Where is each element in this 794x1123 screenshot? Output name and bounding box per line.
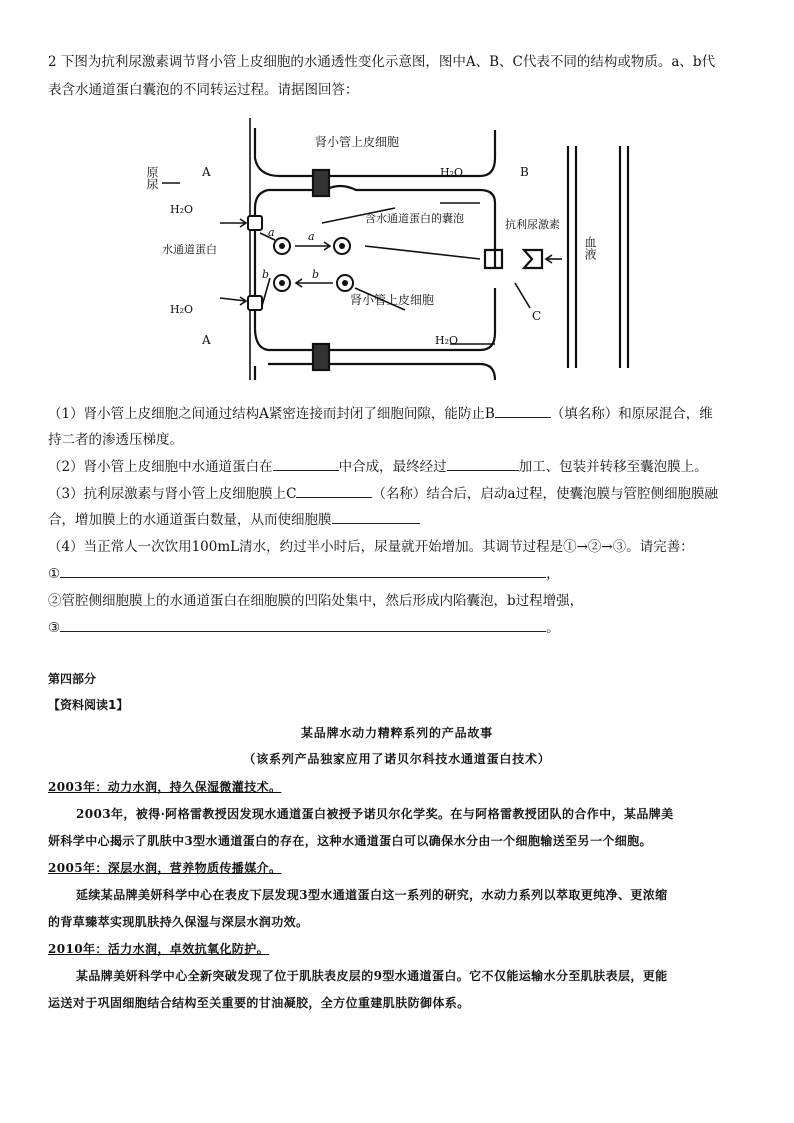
- urine-label: 原尿: [145, 166, 159, 190]
- q1-text-a: （1）肾小管上皮细胞之间通过结构A紧密连接而封闭了细胞间隙，能防止B: [48, 406, 495, 422]
- a-bottom-label: A: [202, 333, 211, 347]
- q1-line-1: [48, 402, 713, 422]
- b-process-label-2: b: [312, 268, 320, 281]
- q4-blank-3[interactable]: [60, 617, 546, 632]
- q3-text-c: 合，增加膜上的水通道蛋白数量，从而使细胞膜: [48, 512, 332, 528]
- q2-text-c: 加工、包装并转移至囊泡膜上。: [518, 459, 708, 475]
- q4-blank-1[interactable]: [60, 563, 546, 578]
- year-2005-heading: 2005年：深层水润，营养物质传播媒介。: [48, 861, 282, 875]
- story-subtitle: （该系列产品独家应用了诺贝尔科技水通道蛋白技术）: [243, 752, 551, 766]
- h2o-left-lower: H₂O: [170, 303, 194, 316]
- year-2003-heading: 2003年：动力水润，持久保湿微灌技术。: [48, 780, 282, 794]
- q4-comma: ，: [546, 566, 560, 582]
- q4-line-1: （4）当正常人一次饮用100mL清水，约过半小时后，尿量就开始增加。其调节过程是①→②→③。请完善：: [48, 539, 694, 555]
- section-reading: 【资料阅读1】: [48, 698, 129, 712]
- h2o-left-upper: H₂O: [170, 203, 194, 216]
- q3-text-a: （3）抗利尿激素与肾小管上皮细胞膜上C: [48, 486, 297, 502]
- a-process-label-2: a: [308, 230, 315, 243]
- b-label: B: [520, 165, 529, 179]
- b-process-label-1: b: [262, 268, 270, 281]
- year-2010-heading: 2010年：活力水润，卓效抗氧化防护。: [48, 942, 269, 956]
- q4-step-2: ②管腔侧细胞膜上的水通道蛋白在细胞膜的凹陷处集中，然后形成内陷囊泡，b过程增强，: [48, 593, 584, 609]
- top-cell-label: 肾小管上皮细胞: [315, 135, 400, 149]
- q3-blank-2[interactable]: [332, 509, 420, 524]
- q3-text-b: （名称）结合后，启动a过程，使囊泡膜与管腔侧细胞膜融: [372, 486, 718, 502]
- section-part: 第四部分: [48, 672, 97, 686]
- q4-period: 。: [546, 620, 560, 636]
- q4-step-3: [48, 616, 560, 636]
- para-2005-line-2: 的背草臻萃实现肌肤持久保湿与深层水润功效。: [48, 915, 309, 929]
- q4-marker-1: ①: [48, 566, 61, 582]
- q3-line-2: [48, 508, 420, 528]
- para-2010-line-1: 某品牌美妍科学中心全新突破发现了位于肌肤表皮层的9型水通道蛋白。它不仅能运输水分至肌肤表层，更能: [76, 969, 668, 983]
- q1-text-b: （填名称）和原尿混合，维: [550, 406, 713, 422]
- c-label: C: [532, 309, 542, 323]
- para-2003-line-1: 2003年，被得·阿格雷教授因发现水通道蛋白被授予诺贝尔化学奖。在与阿格雷教授团队的合作中，某品牌美: [76, 807, 674, 821]
- bottom-cell-label: 肾小管上皮细胞: [350, 293, 435, 307]
- q2-text-b: 中合成，最终经过: [338, 459, 447, 475]
- blood-label: 血液: [583, 236, 597, 260]
- q2-blank-2[interactable]: [447, 456, 519, 471]
- q4-step-1: [48, 562, 560, 582]
- a-process-label-1: a: [268, 226, 275, 239]
- q4-marker-3: ③: [48, 620, 61, 636]
- kidney-cell-diagram: [145, 118, 650, 380]
- channel-label: 水通道蛋白: [162, 243, 217, 256]
- question-line-2: 表含水通道蛋白囊泡的不同转运过程。请据图回答：: [48, 82, 359, 98]
- q1-blank[interactable]: [495, 403, 551, 418]
- q2-blank-1[interactable]: [273, 456, 339, 471]
- question-line-1: 2 下图为抗利尿激素调节肾小管上皮细胞的水通透性变化示意图，图中A、B、C代表不同的结构或物质。a、b代: [48, 54, 716, 70]
- vesicle-label: 含水通道蛋白的囊泡: [365, 212, 464, 225]
- h2o-top-right: H₂O: [440, 166, 464, 179]
- a-top-label: A: [202, 165, 211, 179]
- q2-text-a: （2）肾小管上皮细胞中水通道蛋白在: [48, 459, 273, 475]
- h2o-bottom-right: H₂O: [435, 334, 459, 347]
- adh-label: 抗利尿激素: [505, 218, 560, 231]
- para-2003-line-2: 妍科学中心揭示了肌肤中3型水通道蛋白的存在，这种水通道蛋白可以确保水分由一个细胞输送至另一个细胞。: [48, 834, 652, 848]
- para-2005-line-1: 延续某品牌美妍科学中心在表皮下层发现3型水通道蛋白这一系列的研究，水动力系列以萃取更纯净、更浓缩: [76, 888, 668, 902]
- q1-line-2: 持二者的渗透压梯度。: [48, 432, 183, 448]
- q2-line: [48, 455, 708, 475]
- story-title: 某品牌水动力精粹系列的产品故事: [300, 726, 493, 740]
- para-2010-line-2: 运送对于巩固细胞结合结构至关重要的甘油凝胶，全方位重建肌肤防御体系。: [48, 996, 470, 1010]
- q3-blank-1[interactable]: [296, 483, 372, 498]
- q3-line-1: [48, 482, 718, 502]
